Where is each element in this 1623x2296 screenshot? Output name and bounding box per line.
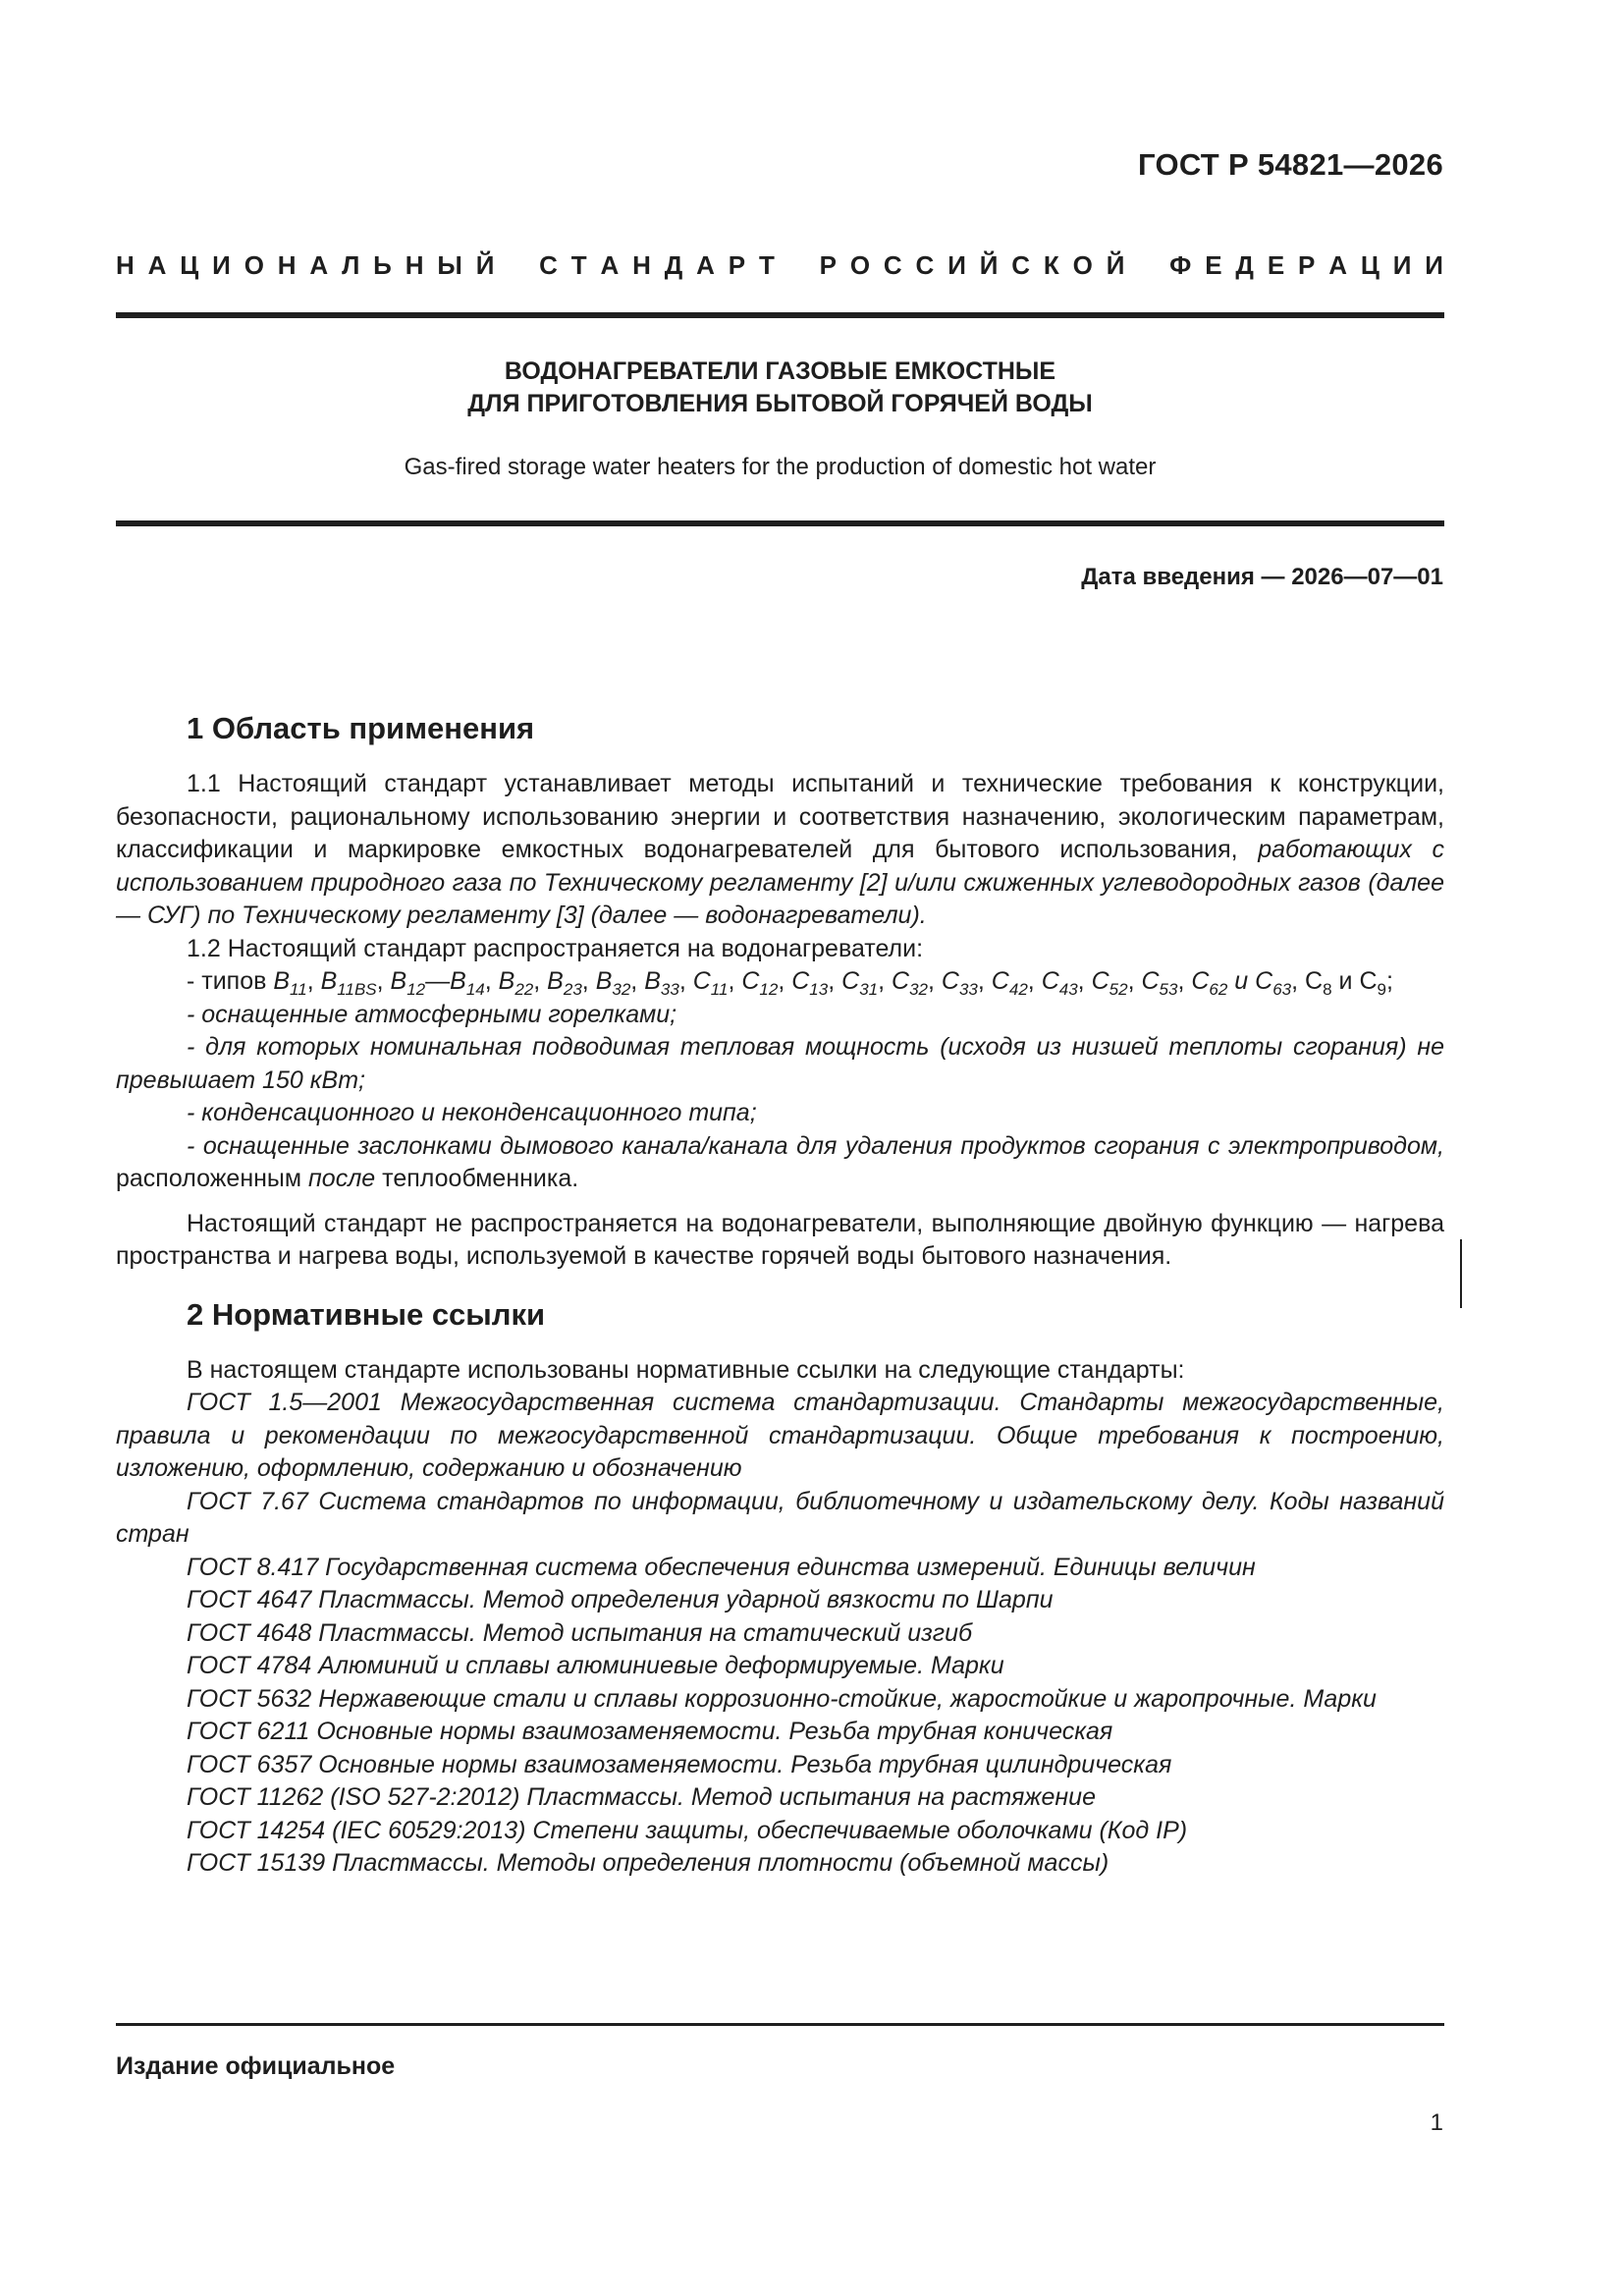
type-designation: $C_{31}$ <box>841 967 879 999</box>
banner-letter: Р <box>1298 250 1316 280</box>
reference-item: ГОСТ 4648 Пластмассы. Метод испытания на статический изгиб <box>187 1618 973 1647</box>
references-intro: В настоящем стандарте использованы нормативные ссылки на следующие стандарты: <box>187 1355 1185 1384</box>
type-designation: $B_{11}$ <box>273 967 307 999</box>
type-designation: $C_8$ <box>1305 967 1332 999</box>
banner-letter: А <box>600 250 620 280</box>
bullet-damper <box>116 1130 1444 1196</box>
banner-letter: Е <box>1205 250 1222 280</box>
type-designation: $C_{63}$ <box>1255 967 1292 999</box>
type-designation: $B_{11BS}$ <box>320 967 377 999</box>
reference-item: ГОСТ 8.417 Государственная система обеспечения единства измерений. Единицы величин <box>187 1553 1256 1581</box>
banner-letter: Л <box>342 250 360 280</box>
banner-letter: Ы <box>437 250 462 280</box>
banner-letter: Р <box>728 250 746 280</box>
bullet-damper-text-2: теплообменника. <box>382 1165 579 1192</box>
type-designation: $B_{33}$ <box>644 967 679 999</box>
title-line-1: ВОДОНАГРЕВАТЕЛИ ГАЗОВЫЕ ЕМКОСТНЫЕ <box>504 357 1056 385</box>
reference-item: ГОСТ 4784 Алюминий и сплавы алюминиевые деформируемые. Марки <box>187 1652 1004 1679</box>
title-line-2: ДЛЯ ПРИГОТОВЛЕНИЯ БЫТОВОЙ ГОРЯЧЕЙ ВОДЫ <box>467 390 1093 417</box>
banner-letter: И <box>947 250 966 280</box>
types-list: - типов $B_{11}$, $B_{11BS}$, $B_{12}—B_{14}$, $B_{22}$, $B_{23}$, $B_{32}$, $B_{33}$, $C_{11}$, $C_{12}$, $C_{13}$, $C_{31}$, $C_{32}$, $C_{33}$, $C_{42}$, $C_{43}$, $C_{52}$, $C_{53}$, $C_{62}$ и $C_{63}$, $C_8$ и $C_9$; <box>187 967 1393 999</box>
type-designation: $B_{12}$ <box>390 967 426 999</box>
banner-letter: С <box>915 250 935 280</box>
banner-letter: И <box>212 250 231 280</box>
banner-letter: И <box>1392 250 1412 280</box>
clause-1-2: 1.2 Настоящий стандарт распространяется на водонагреватели: <box>187 934 924 962</box>
bullet-condensing: - конденсационного и неконденсационного типа; <box>187 1099 757 1126</box>
reference-item: ГОСТ 5632 Нержавеющие стали и сплавы коррозионно-стойкие, жаростойкие и жаропрочные. Марки <box>187 1684 1377 1713</box>
banner-letter: А <box>1328 250 1347 280</box>
type-designation: $C_{32}$ <box>892 967 928 999</box>
reference-item: ГОСТ 1.5—2001 Межгосударственная система стандартизации. Стандарты межгосударственные, правила и рекомендации по межгосударственной стандартизации. Общие требования к построению, изложению, оформлению, содержанию и обозначению <box>116 1389 1444 1482</box>
banner-letter: Н <box>405 250 424 280</box>
banner-letter: Ь <box>373 250 392 280</box>
footer-rule <box>116 2023 1444 2026</box>
banner-letter <box>1138 250 1156 281</box>
type-designation: $B_{32}$ <box>595 967 631 999</box>
banner-letter: Р <box>819 250 837 280</box>
section-1-heading: 1 Область применения <box>187 711 535 745</box>
official-edition-label: Издание официальное <box>116 2052 396 2080</box>
reference-item: ГОСТ 14254 (IEC 60529:2013) Степени защиты, обеспечиваемые оболочками (Код IP) <box>187 1816 1188 1844</box>
bullet-power: - для которых номинальная подводимая тепловая мощность (исходя из низшей теплоты сгорания) не превышает 150 кВт; <box>116 1033 1444 1094</box>
document-title-ru <box>116 355 1444 420</box>
header-rule-bottom <box>116 520 1444 526</box>
reference-item: ГОСТ 6357 Основные нормы взаимозаменяемости. Резьба трубная цилиндрическая <box>187 1750 1172 1778</box>
document-body <box>116 709 1444 1881</box>
and-word: и <box>1234 967 1256 995</box>
banner-letter: Н <box>116 250 135 280</box>
bullet-damper-text-1: расположенным <box>116 1165 302 1192</box>
banner-letter: А <box>147 250 167 280</box>
banner-letter: Й <box>1106 250 1125 280</box>
banner-letter: Ф <box>1169 250 1192 280</box>
bullet-damper-italic-2: после <box>308 1165 376 1192</box>
clause-1-1-italic: работающих с использованием природного газа по Техническому регламенту [2] и/или сжиженных углеводородных газов (далее — СУГ) по Техническому регламенту [3] (далее — водонагреватели). <box>116 836 1444 929</box>
reference-item: ГОСТ 4647 Пластмассы. Метод определения ударной вязкости по Шарпи <box>187 1586 1054 1613</box>
type-designation: $B_{14}$ <box>450 967 485 999</box>
reference-item: ГОСТ 15139 Пластмассы. Методы определения плотности (объемной массы) <box>187 1849 1109 1877</box>
not-apply-paragraph: Настоящий стандарт не распространяется на водонагреватели, выполняющие двойную функцию — нагрева пространства и нагрева воды, используемой в качестве горячей воды бытового назначения. <box>116 1209 1444 1270</box>
national-standard-banner <box>116 250 1443 281</box>
type-designation: $C_9$ <box>1359 967 1386 999</box>
type-designation: $B_{23}$ <box>547 967 582 999</box>
reference-item: ГОСТ 7.67 Система стандартов по информации, библиотечному и издательскому делу. Коды названий стран <box>116 1487 1444 1548</box>
banner-letter: С <box>883 250 902 280</box>
document-title-en: Gas-fired storage water heaters for the production of domestic hot water <box>404 454 1157 480</box>
reference-item: ГОСТ 6211 Основные нормы взаимозаменяемости. Резьба трубная коническая <box>187 1718 1113 1745</box>
banner-letter: Й <box>475 250 495 280</box>
banner-letter: С <box>1011 250 1031 280</box>
type-designation: $C_{43}$ <box>1041 967 1078 999</box>
banner-letter: И <box>1425 250 1443 280</box>
banner-letter: Ц <box>180 250 199 280</box>
type-designation: $B_{22}$ <box>498 967 534 999</box>
reference-item: ГОСТ 11262 (ISO 527-2:2012) Пластмассы. Метод испытания на растяжение <box>187 1783 1096 1811</box>
banner-letter: А <box>309 250 329 280</box>
type-designation: $C_{12}$ <box>741 967 779 999</box>
banner-letter: О <box>243 250 264 280</box>
banner-letter: Д <box>664 250 683 280</box>
type-designation: $C_{11}$ <box>692 967 729 999</box>
banner-letter: А <box>696 250 715 280</box>
type-designation: $C_{33}$ <box>941 967 978 999</box>
banner-letter <box>788 250 806 281</box>
banner-letter: Д <box>1235 250 1254 280</box>
clause-1-1 <box>116 768 1444 933</box>
types-prefix: - типов <box>187 967 274 995</box>
page-number: 1 <box>1430 2109 1443 2136</box>
banner-letter: Е <box>1267 250 1285 280</box>
banner-letter <box>508 250 525 281</box>
bullet-atmospheric: - оснащенные атмосферными горелками; <box>187 1000 677 1028</box>
introduction-date: Дата введения — 2026—07—01 <box>1081 564 1443 590</box>
banner-letter: Н <box>277 250 297 280</box>
banner-letter: К <box>1043 250 1059 280</box>
bullet-damper-italic: - оснащенные заслонками дымового канала/канала для удаления продуктов сгорания с электроприводом, <box>187 1131 1444 1160</box>
and-word: и <box>1338 967 1360 995</box>
change-marker <box>1460 1239 1462 1308</box>
banner-letter: О <box>849 250 871 280</box>
type-designation: $C_{13}$ <box>791 967 829 999</box>
banner-letter: Й <box>979 250 999 280</box>
type-designation: $C_{52}$ <box>1091 967 1128 999</box>
type-designation: $C_{42}$ <box>991 967 1028 999</box>
type-designation: $C_{53}$ <box>1141 967 1178 999</box>
document-code: ГОСТ Р 54821—2026 <box>1138 147 1443 182</box>
banner-letter: Т <box>759 250 775 280</box>
references-list <box>116 1387 1444 1881</box>
clause-1-1-text: 1.1 Настоящий стандарт устанавливает методы испытаний и технические требования к конструкции, безопасности, рациональному использованию энергии и соответствия назначению, экологическим параметрам, классификации и маркировке емкостных водонагревателей для бытового использования, <box>116 770 1444 863</box>
banner-letter: О <box>1072 250 1093 280</box>
type-designation: $C_{62}$ <box>1191 967 1228 999</box>
banner-letter: Ц <box>1360 250 1380 280</box>
banner-letter: Т <box>570 250 587 280</box>
header-rule-top <box>116 312 1444 318</box>
section-2-heading: 2 Нормативные ссылки <box>187 1296 546 1332</box>
banner-letter: С <box>539 250 558 280</box>
banner-letter: Н <box>632 250 651 280</box>
